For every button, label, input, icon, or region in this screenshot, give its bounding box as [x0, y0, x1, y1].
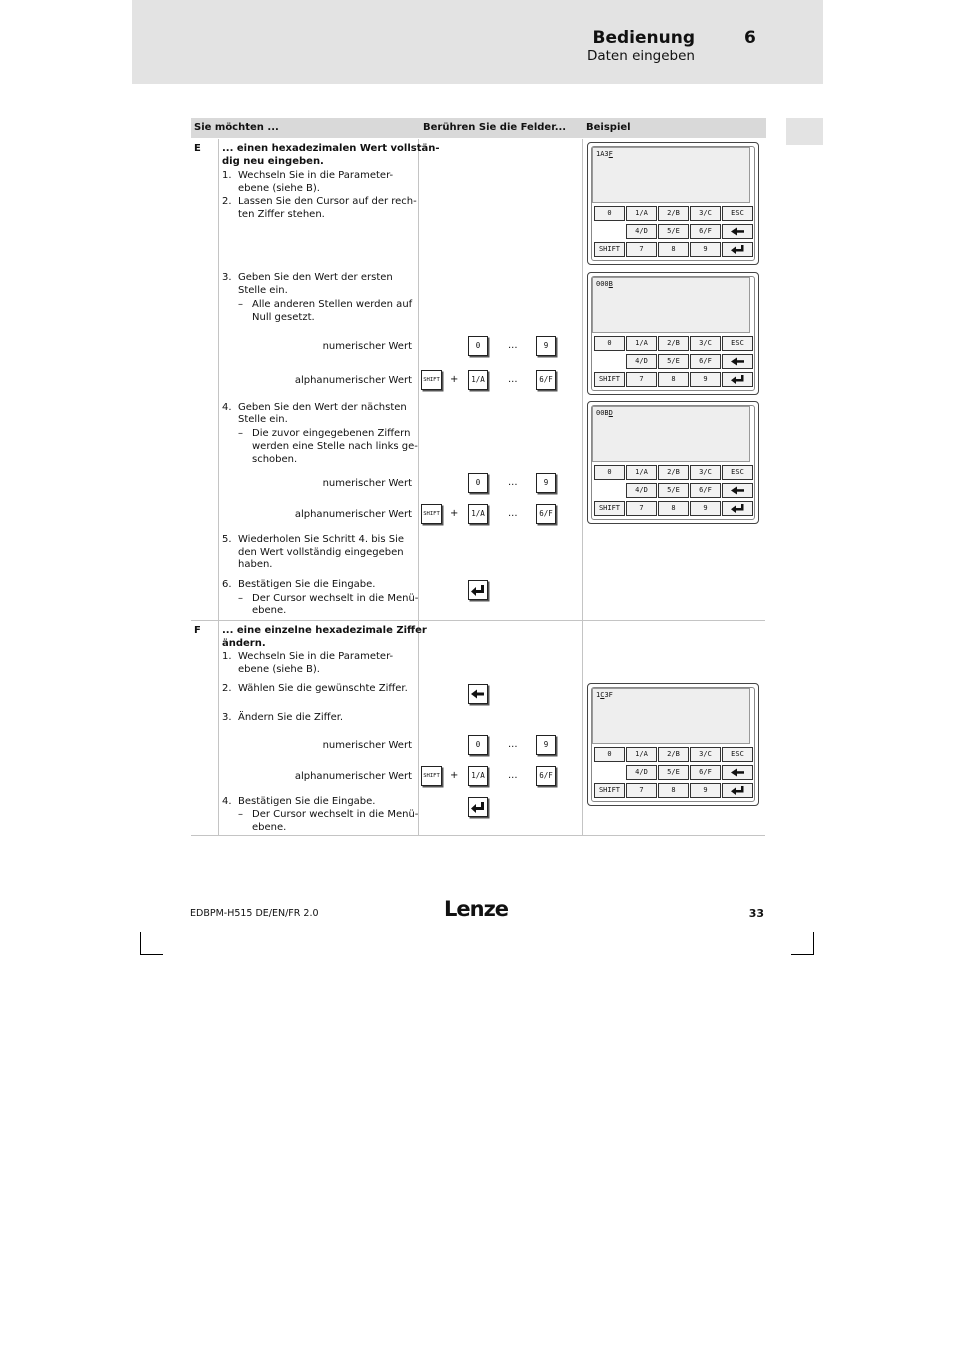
enter-key[interactable] — [722, 372, 753, 387]
keypad-key[interactable]: 1/A — [626, 465, 657, 480]
step-text: Wählen Sie die gewünschte Ziffer. — [238, 683, 408, 694]
key-6f[interactable]: 6/F — [536, 504, 556, 524]
keypad-key[interactable]: 1/A — [626, 206, 657, 221]
enter-icon — [731, 785, 745, 796]
keypad-key[interactable]: 7 — [626, 242, 657, 257]
lcd-display: 1A3F — [592, 147, 750, 203]
alnum-label: alphanumerischer Wert — [294, 771, 412, 782]
keypad-key[interactable]: 0 — [594, 206, 625, 221]
alnum-label: alphanumerischer Wert — [294, 375, 412, 386]
row-letter-e: E — [194, 143, 201, 154]
keypad-key[interactable]: SHIFT — [594, 242, 625, 257]
key-9[interactable]: 9 — [536, 336, 556, 356]
left-arrow-icon — [731, 485, 745, 496]
enter-key[interactable] — [468, 797, 488, 817]
table-bottom — [191, 835, 765, 836]
cursor-left-key[interactable] — [722, 765, 753, 780]
keypad-key[interactable]: 6/F — [690, 224, 721, 239]
keypad-key[interactable]: 8 — [658, 242, 689, 257]
keypad-key[interactable]: 6/F — [690, 483, 721, 498]
dash: – — [238, 593, 243, 604]
key-shift[interactable]: SHIFT — [421, 370, 442, 390]
keypad-key[interactable]: 4/D — [626, 224, 657, 239]
col-header-action: Sie möchten ... — [191, 118, 420, 138]
lcd-display: 00BD — [592, 406, 750, 462]
cursor-left-key[interactable] — [722, 224, 753, 239]
cursor-left-key[interactable] — [468, 684, 488, 704]
crop-mark — [813, 932, 814, 954]
col-header-keys: Berühren Sie die Felder... — [420, 118, 583, 138]
step-text: Geben Sie den Wert der nächsten — [238, 402, 407, 413]
row-divider — [191, 620, 765, 621]
row-letter-f: F — [194, 625, 201, 636]
step-number: 4. — [222, 402, 232, 413]
enter-icon — [731, 374, 745, 385]
key-shift[interactable]: SHIFT — [421, 766, 442, 786]
keypad-key[interactable]: 0 — [594, 465, 625, 480]
step-note: schoben. — [252, 454, 298, 465]
key-6f[interactable]: 6/F — [536, 766, 556, 786]
ellipsis: ... — [508, 374, 518, 385]
numeric-label: numerischer Wert — [322, 478, 412, 489]
step-text: Ändern Sie die Ziffer. — [238, 712, 344, 723]
key-9[interactable]: 9 — [536, 735, 556, 755]
keypad-key[interactable]: 7 — [626, 783, 657, 798]
step-note: Der Cursor wechselt in die Menü- — [252, 593, 419, 604]
ellipsis: ... — [508, 508, 518, 519]
page-number: 33 — [748, 907, 764, 920]
step-note: Der Cursor wechselt in die Menü- — [252, 809, 419, 820]
cursor-left-key[interactable] — [722, 354, 753, 369]
left-arrow-icon — [469, 685, 487, 703]
side-tab — [786, 118, 823, 145]
keypad-key[interactable]: ESC — [722, 336, 753, 351]
keypad-key[interactable]: 9 — [690, 372, 721, 387]
step-note: Null gesetzt. — [252, 312, 315, 323]
document-id: EDBPM-H515 DE/EN/FR 2.0 — [190, 908, 319, 919]
step-text: ebene (siehe B). — [238, 183, 320, 194]
crop-mark — [791, 954, 814, 955]
alnum-label: alphanumerischer Wert — [294, 509, 412, 520]
section-e-title: ... einen hexadezimalen Wert vollstän- — [222, 143, 440, 154]
left-arrow-icon — [731, 226, 745, 237]
keypad-display-example-2 — [587, 272, 759, 395]
step-number: 1. — [222, 170, 232, 181]
keypad-key[interactable]: ESC — [722, 206, 753, 221]
enter-key[interactable] — [468, 580, 488, 600]
step-note: Die zuvor eingegebenen Ziffern — [252, 428, 411, 439]
crop-mark — [140, 954, 163, 955]
ellipsis: ... — [508, 477, 518, 488]
keypad-key[interactable]: 2/B — [658, 747, 689, 762]
keypad-key[interactable]: 6/F — [690, 765, 721, 780]
step-text: den Wert vollständig eingegeben — [238, 547, 404, 558]
plus-sign: + — [450, 770, 459, 781]
step-number: 2. — [222, 683, 232, 694]
step-note: ebene. — [252, 822, 287, 833]
numeric-label: numerischer Wert — [322, 341, 412, 352]
keypad-key[interactable]: 0 — [594, 336, 625, 351]
keypad-key[interactable]: 5/E — [658, 765, 689, 780]
keypad-key[interactable]: 3/C — [690, 336, 721, 351]
keypad-key[interactable]: 7 — [626, 372, 657, 387]
step-number: 2. — [222, 196, 232, 207]
step-note: Alle anderen Stellen werden auf — [252, 299, 413, 310]
keypad-key[interactable]: 4/D — [626, 354, 657, 369]
step-text: Stelle ein. — [238, 414, 288, 425]
keypad-key[interactable]: 2/B — [658, 336, 689, 351]
key-9[interactable]: 9 — [536, 473, 556, 493]
step-text: ten Ziffer stehen. — [238, 209, 325, 220]
section-f-title-2: ändern. — [222, 638, 266, 649]
chapter-number: 6 — [744, 28, 756, 48]
lenze-logo: Lenze — [444, 897, 509, 921]
keypad-display-example-3 — [587, 401, 759, 524]
page-header — [132, 0, 823, 84]
grid-line — [418, 139, 419, 835]
enter-key[interactable] — [722, 783, 753, 798]
key-0[interactable]: 0 — [468, 735, 488, 755]
keypad-key[interactable]: SHIFT — [594, 501, 625, 516]
keypad-key[interactable]: 1/A — [626, 336, 657, 351]
keypad-key[interactable]: 3/C — [690, 747, 721, 762]
keypad-key[interactable]: 8 — [658, 783, 689, 798]
keypad-key[interactable]: 9 — [690, 501, 721, 516]
ellipsis: ... — [508, 770, 518, 781]
step-text: Wechseln Sie in die Parameter- — [238, 170, 394, 181]
enter-icon — [731, 503, 745, 514]
keypad-key[interactable]: 3/C — [690, 465, 721, 480]
keypad-key[interactable]: 2/B — [658, 465, 689, 480]
key-1a[interactable]: 1/A — [468, 370, 488, 390]
enter-key[interactable] — [722, 501, 753, 516]
lcd-display: 1C3F — [592, 688, 750, 744]
keypad-key[interactable]: 5/E — [658, 354, 689, 369]
step-number: 3. — [222, 272, 232, 283]
lcd-display: 000B — [592, 277, 750, 333]
key-1a[interactable]: 1/A — [468, 504, 488, 524]
section-f-title: ... eine einzelne hexadezimale Ziffer — [222, 625, 427, 636]
key-shift[interactable]: SHIFT — [421, 504, 442, 524]
keypad-key[interactable]: 7 — [626, 501, 657, 516]
enter-key[interactable] — [722, 242, 753, 257]
keypad-key[interactable]: SHIFT — [594, 372, 625, 387]
keypad-display-example-1 — [587, 142, 759, 265]
enter-icon — [469, 798, 487, 816]
numeric-label: numerischer Wert — [322, 740, 412, 751]
enter-icon — [731, 244, 745, 255]
keypad-key[interactable]: 1/A — [626, 747, 657, 762]
left-arrow-icon — [731, 356, 745, 367]
section-e-title-2: dig neu eingeben. — [222, 156, 324, 167]
step-number: 5. — [222, 534, 232, 545]
step-note: werden eine Stelle nach links ge- — [252, 441, 418, 452]
step-number: 3. — [222, 712, 232, 723]
grid-line — [582, 139, 583, 835]
crop-mark — [140, 932, 141, 954]
plus-sign: + — [450, 374, 459, 385]
keypad-key[interactable]: 3/C — [690, 206, 721, 221]
step-text: Bestätigen Sie die Eingabe. — [238, 796, 376, 807]
keypad-key[interactable]: 2/B — [658, 206, 689, 221]
cursor-left-key[interactable] — [722, 483, 753, 498]
key-0[interactable]: 0 — [468, 473, 488, 493]
keypad-key[interactable]: 8 — [658, 372, 689, 387]
step-text: Lassen Sie den Cursor auf der rech- — [238, 196, 417, 207]
step-text: Stelle ein. — [238, 285, 288, 296]
step-number: 1. — [222, 651, 232, 662]
keypad-key[interactable]: 9 — [690, 783, 721, 798]
step-text: ebene (siehe B). — [238, 664, 320, 675]
keypad-key[interactable]: 4/D — [626, 765, 657, 780]
chapter-title: Bedienung — [592, 28, 695, 48]
key-0[interactable]: 0 — [468, 336, 488, 356]
step-number: 4. — [222, 796, 232, 807]
step-text: Wechseln Sie in die Parameter- — [238, 651, 394, 662]
keypad-key[interactable]: 9 — [690, 242, 721, 257]
keypad-key[interactable]: 5/E — [658, 483, 689, 498]
keypad-key[interactable]: ESC — [722, 465, 753, 480]
key-1a[interactable]: 1/A — [468, 766, 488, 786]
step-text: Bestätigen Sie die Eingabe. — [238, 579, 376, 590]
chapter-subtitle: Daten eingeben — [586, 48, 695, 64]
enter-icon — [469, 581, 487, 599]
plus-sign: + — [450, 508, 459, 519]
col-header-example: Beispiel — [583, 118, 766, 138]
ellipsis: ... — [508, 739, 518, 750]
step-text: haben. — [238, 559, 273, 570]
step-note: ebene. — [252, 605, 287, 616]
step-text: Wiederholen Sie Schritt 4. bis Sie — [238, 534, 405, 545]
ellipsis: ... — [508, 340, 518, 351]
dash: – — [238, 299, 243, 310]
dash: – — [238, 428, 243, 439]
key-6f[interactable]: 6/F — [536, 370, 556, 390]
dash: – — [238, 809, 243, 820]
keypad-key[interactable]: 6/F — [690, 354, 721, 369]
keypad-key[interactable]: 8 — [658, 501, 689, 516]
step-number: 6. — [222, 579, 232, 590]
grid-line — [218, 139, 219, 835]
keypad-key[interactable]: ESC — [722, 747, 753, 762]
keypad-key[interactable]: 0 — [594, 747, 625, 762]
left-arrow-icon — [731, 767, 745, 778]
keypad-display-example-4 — [587, 683, 759, 806]
keypad-key[interactable]: 4/D — [626, 483, 657, 498]
keypad-key[interactable]: SHIFT — [594, 783, 625, 798]
step-text: Geben Sie den Wert der ersten — [238, 272, 393, 283]
keypad-key[interactable]: 5/E — [658, 224, 689, 239]
